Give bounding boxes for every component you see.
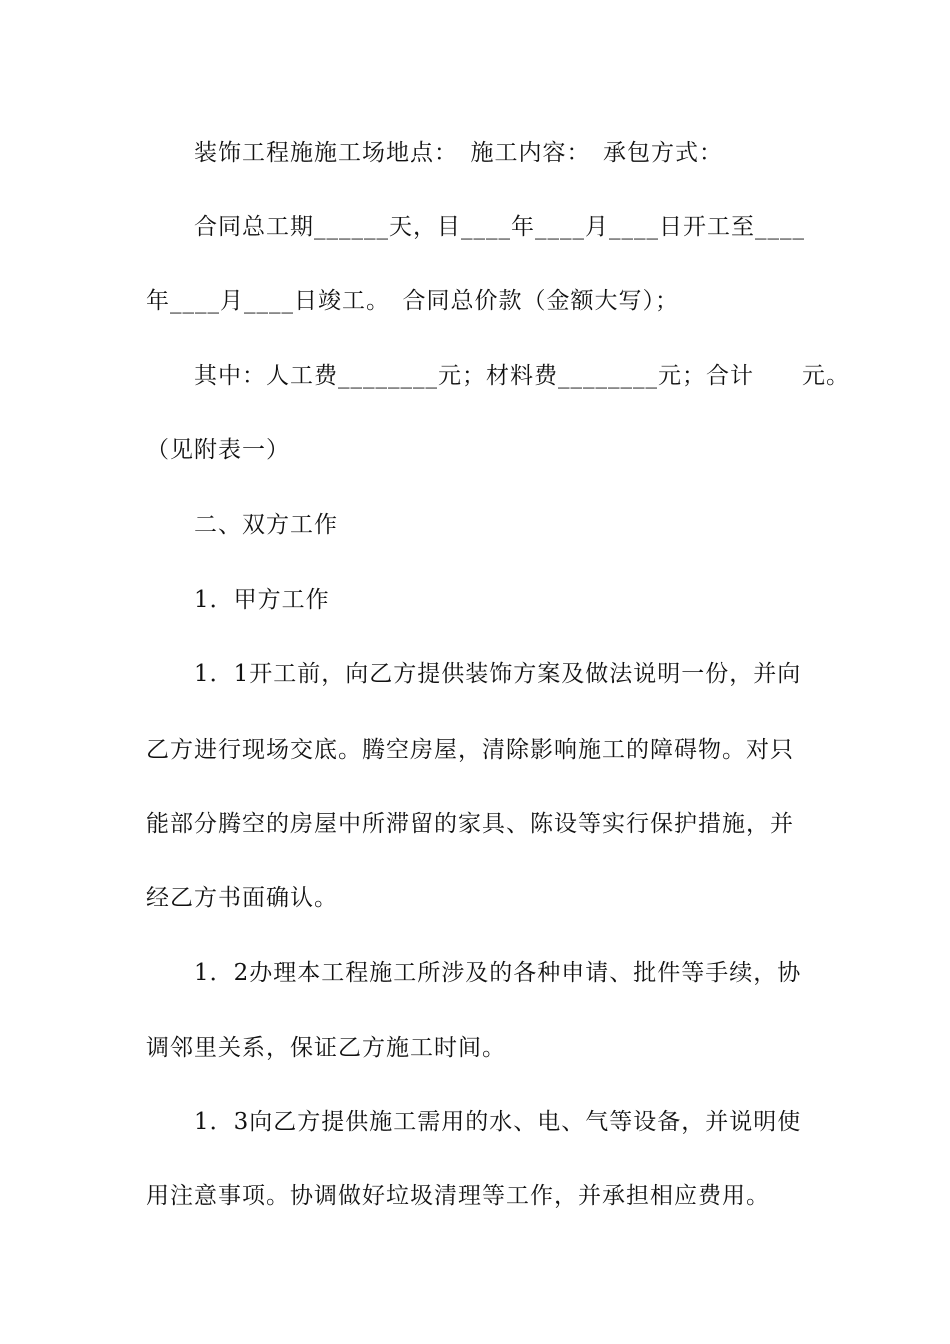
- text-line: 调邻里关系，保证乙方施工时间。: [146, 1035, 506, 1061]
- text-line: 能部分腾空的房屋中所滞留的家具、陈设等实行保护措施，并: [146, 811, 794, 837]
- text-line: 乙方进行现场交底。腾空房屋，清除影响施工的障碍物。对只: [146, 737, 794, 763]
- text-line: 装饰工程施施工场地点： 施工内容： 承包方式：: [194, 140, 723, 166]
- text-line: 1．1开工前，向乙方提供装饰方案及做法说明一份，并向: [194, 661, 802, 687]
- subsection-heading: 1．甲方工作: [194, 587, 330, 613]
- text-line: 1．2办理本工程施工所涉及的各种申请、批件等手续，协: [194, 960, 802, 986]
- text-line: （见附表一）: [146, 437, 290, 463]
- text-line: 其中：人工费________元；材料费________元；合计 元。: [194, 363, 850, 389]
- text-line: 经乙方书面确认。: [146, 885, 338, 911]
- text-line: 年____月____日竣工。 合同总价款（金额大写）；: [146, 288, 679, 314]
- text-line: 合同总工期______天，目____年____月____日开工至____: [194, 214, 805, 240]
- text-line: 用注意事项。协调做好垃圾清理等工作，并承担相应费用。: [146, 1183, 770, 1209]
- text-line: 1．3向乙方提供施工需用的水、电、气等设备，并说明使: [194, 1109, 802, 1135]
- section-heading: 二、双方工作: [194, 512, 338, 538]
